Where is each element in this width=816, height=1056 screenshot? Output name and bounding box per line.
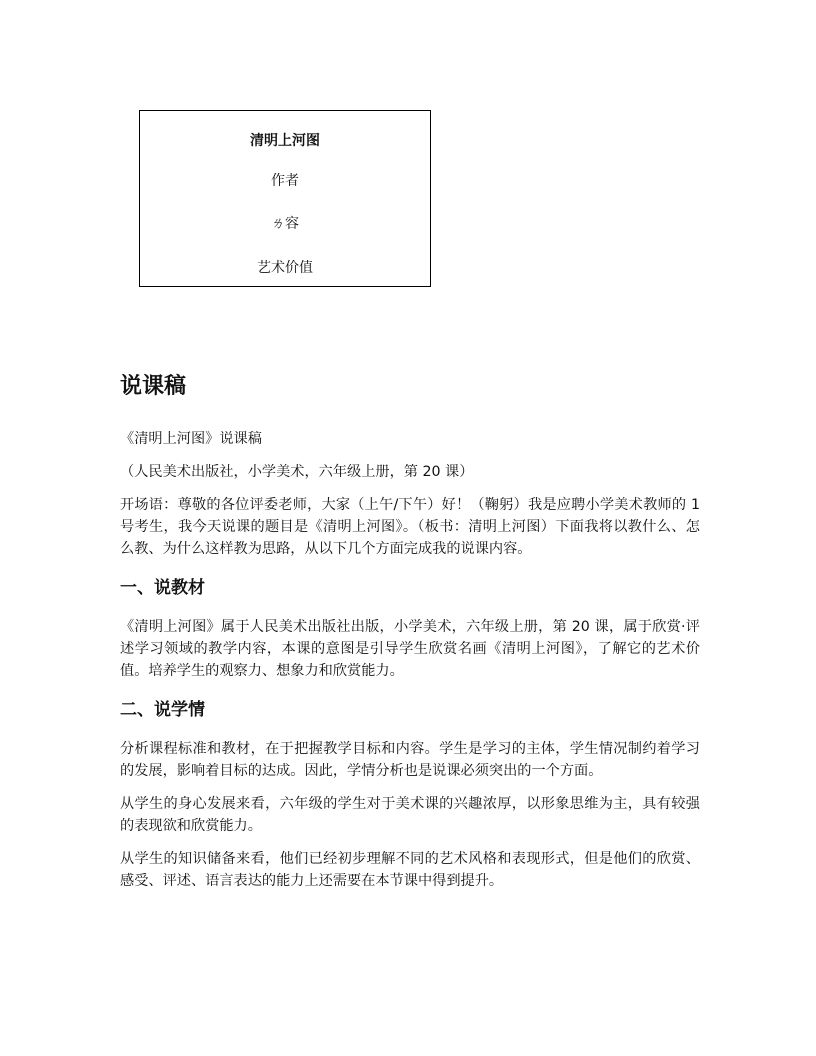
document-title: 说课稿 [120,374,187,399]
section-heading-students: 二、说学情 [120,700,205,720]
document-subtitle: 《清明上河图》说课稿 [120,431,262,447]
board-item-author: 作者 [271,173,299,189]
opening-paragraph: 开场语：尊敬的各位评委老师，大家（上午/下午）好！（鞠躬）我是应聘小学美术教师的 1 号考生，我今天说课的题目是《清明上河图》。（板书：清明上河图）下面我将以教什么、怎么教、为什么这样教为思路，从以下几个方面完成我的说课内容。 [120,497,700,557]
board-title: 清明上河图 [250,133,320,149]
board-item-content: ㄌ容 [271,216,299,232]
blackboard-outline-box [139,110,431,287]
publisher-line: （人民美术出版社，小学美术，六年级上册，第 20 课） [120,464,474,480]
board-item-art-value: 艺术价值 [257,260,313,276]
section-paragraph: 从学生的身心发展来看，六年级的学生对于美术课的兴趣浓厚，以形象思维为主，具有较强的表现欲和欣赏能力。 [120,796,700,834]
section-paragraph: 分析课程标准和教材，在于把握教学目标和内容。学生是学习的主体，学生情况制约着学习的发展，影响着目标的达成。因此，学情分析也是说课必须突出的一个方面。 [120,741,700,779]
document-body [120,372,700,903]
section-heading-textbook: 一、说教材 [120,578,205,598]
section-paragraph: 从学生的知识储备来看，他们已经初步理解不同的艺术风格和表现形式，但是他们的欣赏、感受、评述、语言表达的能力上还需要在本节课中得到提升。 [120,851,700,889]
section-paragraph: 《清明上河图》属于人民美术出版社出版，小学美术，六年级上册，第 20 课，属于欣赏·评述学习领域的教学内容，本课的意图是引导学生欣赏名画《清明上河图》，了解它的艺术价值。培养学生的观察力、想象力和欣赏能力。 [120,619,700,679]
